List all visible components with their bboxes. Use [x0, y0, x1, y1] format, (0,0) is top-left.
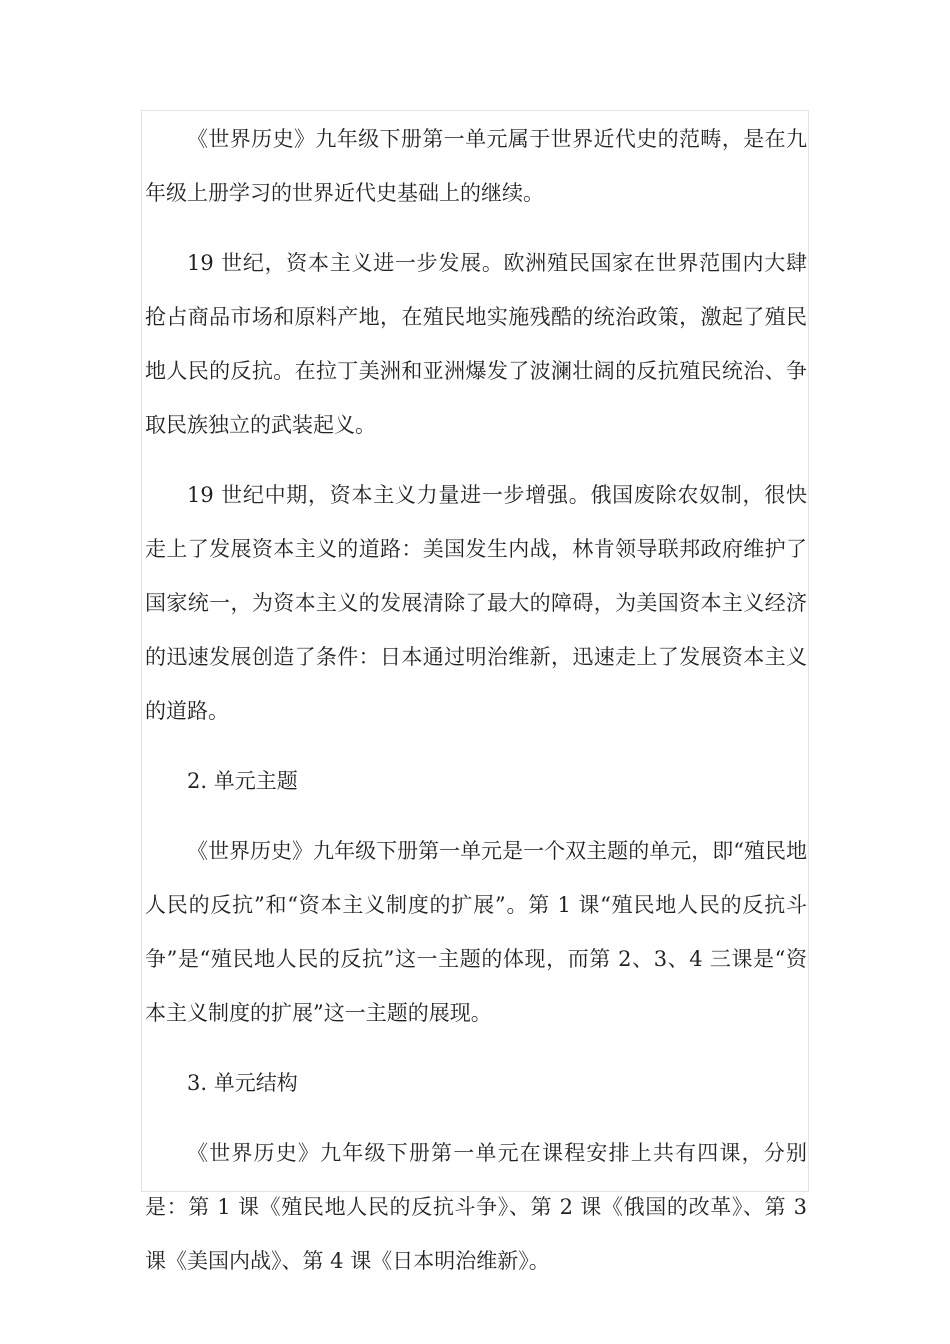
paragraph-mid-19th-century: 19 世纪中期，资本主义力量进一步增强。俄国废除农奴制，很快走上了发展资本主义的道路：美国发生内战，林肯领导联邦政府维护了国家统一，为资本主义的发展清除了最大的障碍，为美国资本主义经济的迅速发展创造了条件：日本通过明治维新，迅速走上了发展资本主义的道路。 — [145, 483, 807, 723]
paragraph-unit-structure: 《世界历史》九年级下册第一单元在课程安排上共有四课，分别是：第 1 课《殖民地人民的反抗斗争》、第 2 课《俄国的改革》、第 3 课《美国内战》、第 4 课《日本明治维新》。 — [145, 1141, 807, 1273]
paragraph-19th-century: 19 世纪，资本主义进一步发展。欧洲殖民国家在世界范围内大肆抢占商品市场和原料产地，在殖民地实施残酷的统治政策，激起了殖民地人民的反抗。在拉丁美洲和亚洲爆发了波澜壮阔的反抗殖民统治、争取民族独立的武装起义。 — [145, 251, 807, 437]
paragraph-unit-theme: 《世界历史》九年级下册第一单元是一个双主题的单元，即“殖民地人民的反抗”和“资本主义制度的扩展”。第 1 课“殖民地人民的反抗斗争”是“殖民地人民的反抗”这一主题的体现，而第 2、3、4 三课是“资本主义制度的扩展”这一主题的展现。 — [145, 839, 807, 1025]
section-heading-unit-theme: 2. 单元主题 — [187, 769, 298, 793]
paragraph-intro: 《世界历史》九年级下册第一单元属于世界近代史的范畴，是在九年级上册学习的世界近代史基础上的继续。 — [145, 127, 807, 205]
section-heading-unit-structure: 3. 单元结构 — [187, 1071, 298, 1095]
document-body — [145, 112, 807, 1304]
